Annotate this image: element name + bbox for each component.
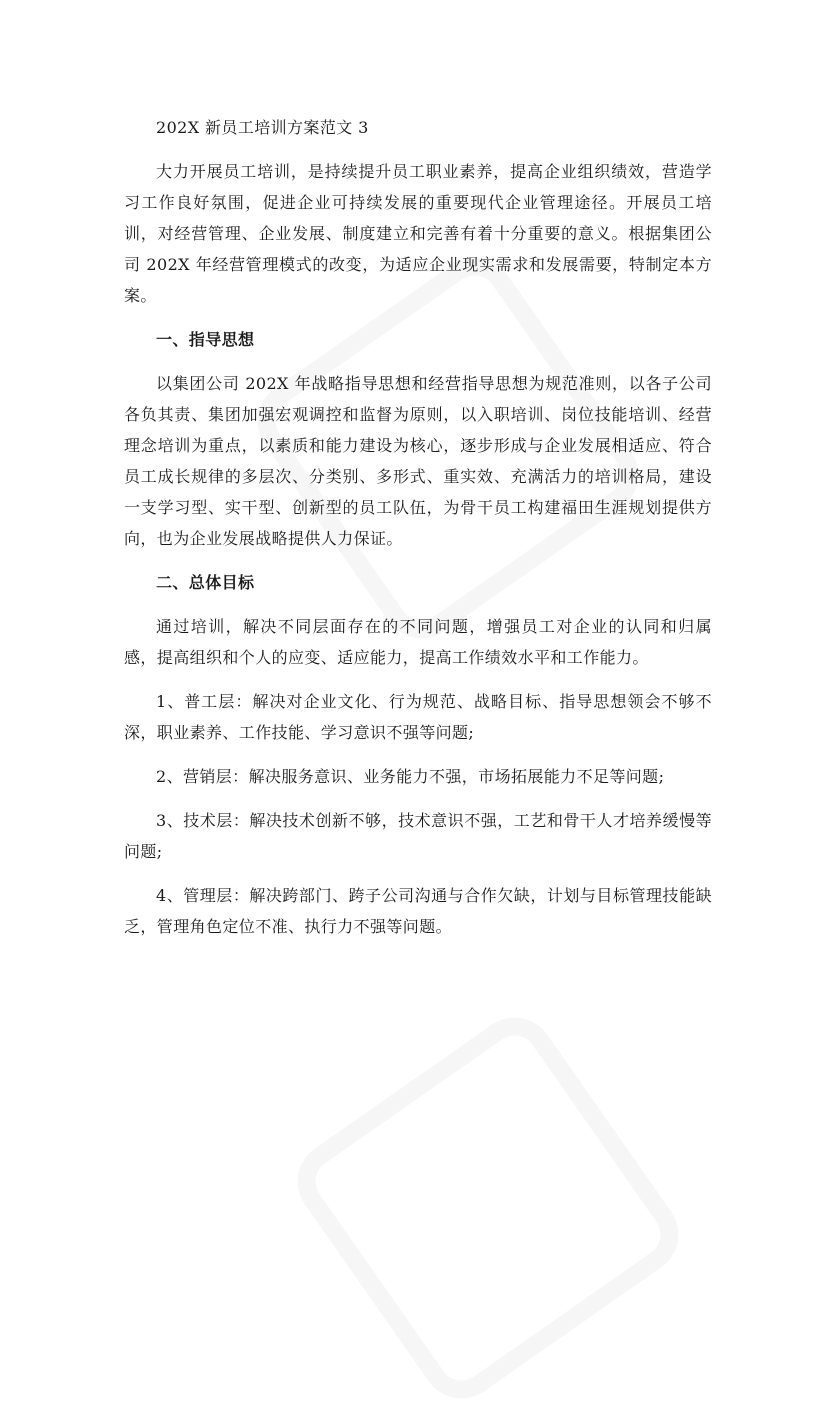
intro-paragraph: 大力开展员工培训，是持续提升员工职业素养，提高企业组织绩效，营造学习工作良好氛围，促进企业可持续发展的重要现代企业管理途径。开展员工培训，对经营管理、企业发展、制度建立和完善有着十分重要的意义。根据集团公司 202X 年经营管理模式的改变，为适应企业现实需求和发展需要，特制定本方案。 — [124, 162, 712, 305]
section-heading-guiding-ideology: 一、指导思想 — [156, 330, 255, 349]
list-item-general-workers: 1、普工层：解决对企业文化、行为规范、战略目标、指导思想领会不够不深，职业素养、工作技能、学习意识不强等问题; — [124, 692, 712, 742]
document-title: 202X 新员工培训方案范文 3 — [156, 118, 369, 137]
guiding-ideology-paragraph: 以集团公司 202X 年战略指导思想和经营指导思想为规范准则，以各子公司各负其责、集团加强宏观调控和监督为原则，以入职培训、岗位技能培训、经营理念培训为重点，以素质和能力建设为核心，逐步形成与企业发展相适应、符合员工成长规律的多层次、分类别、多形式、重实效、充满活力的培训格局，建设一支学习型、实干型、创新型的员工队伍，为骨干员工构建福田生涯规划提供方向，也为企业发展战略提供人力保证。 — [124, 374, 712, 548]
section-heading-overall-goals: 二、总体目标 — [156, 573, 255, 592]
list-item-technical: 3、技术层：解决技术创新不够，技术意识不强，工艺和骨干人才培养缓慢等问题; — [124, 811, 712, 861]
list-item-management: 4、管理层：解决跨部门、跨子公司沟通与合作欠缺，计划与目标管理技能缺乏，管理角色定位不准、执行力不强等问题。 — [124, 886, 712, 936]
watermark-logo — [282, 1002, 694, 1414]
overall-goals-paragraph: 通过培训，解决不同层面存在的不同问题，增强员工对企业的认同和归属感，提高组织和个人的应变、适应能力，提高工作绩效水平和工作能力。 — [124, 617, 712, 667]
list-item-marketing: 2、营销层：解决服务意识、业务能力不强，市场拓展能力不足等问题; — [156, 767, 665, 786]
document-body — [124, 112, 712, 942]
